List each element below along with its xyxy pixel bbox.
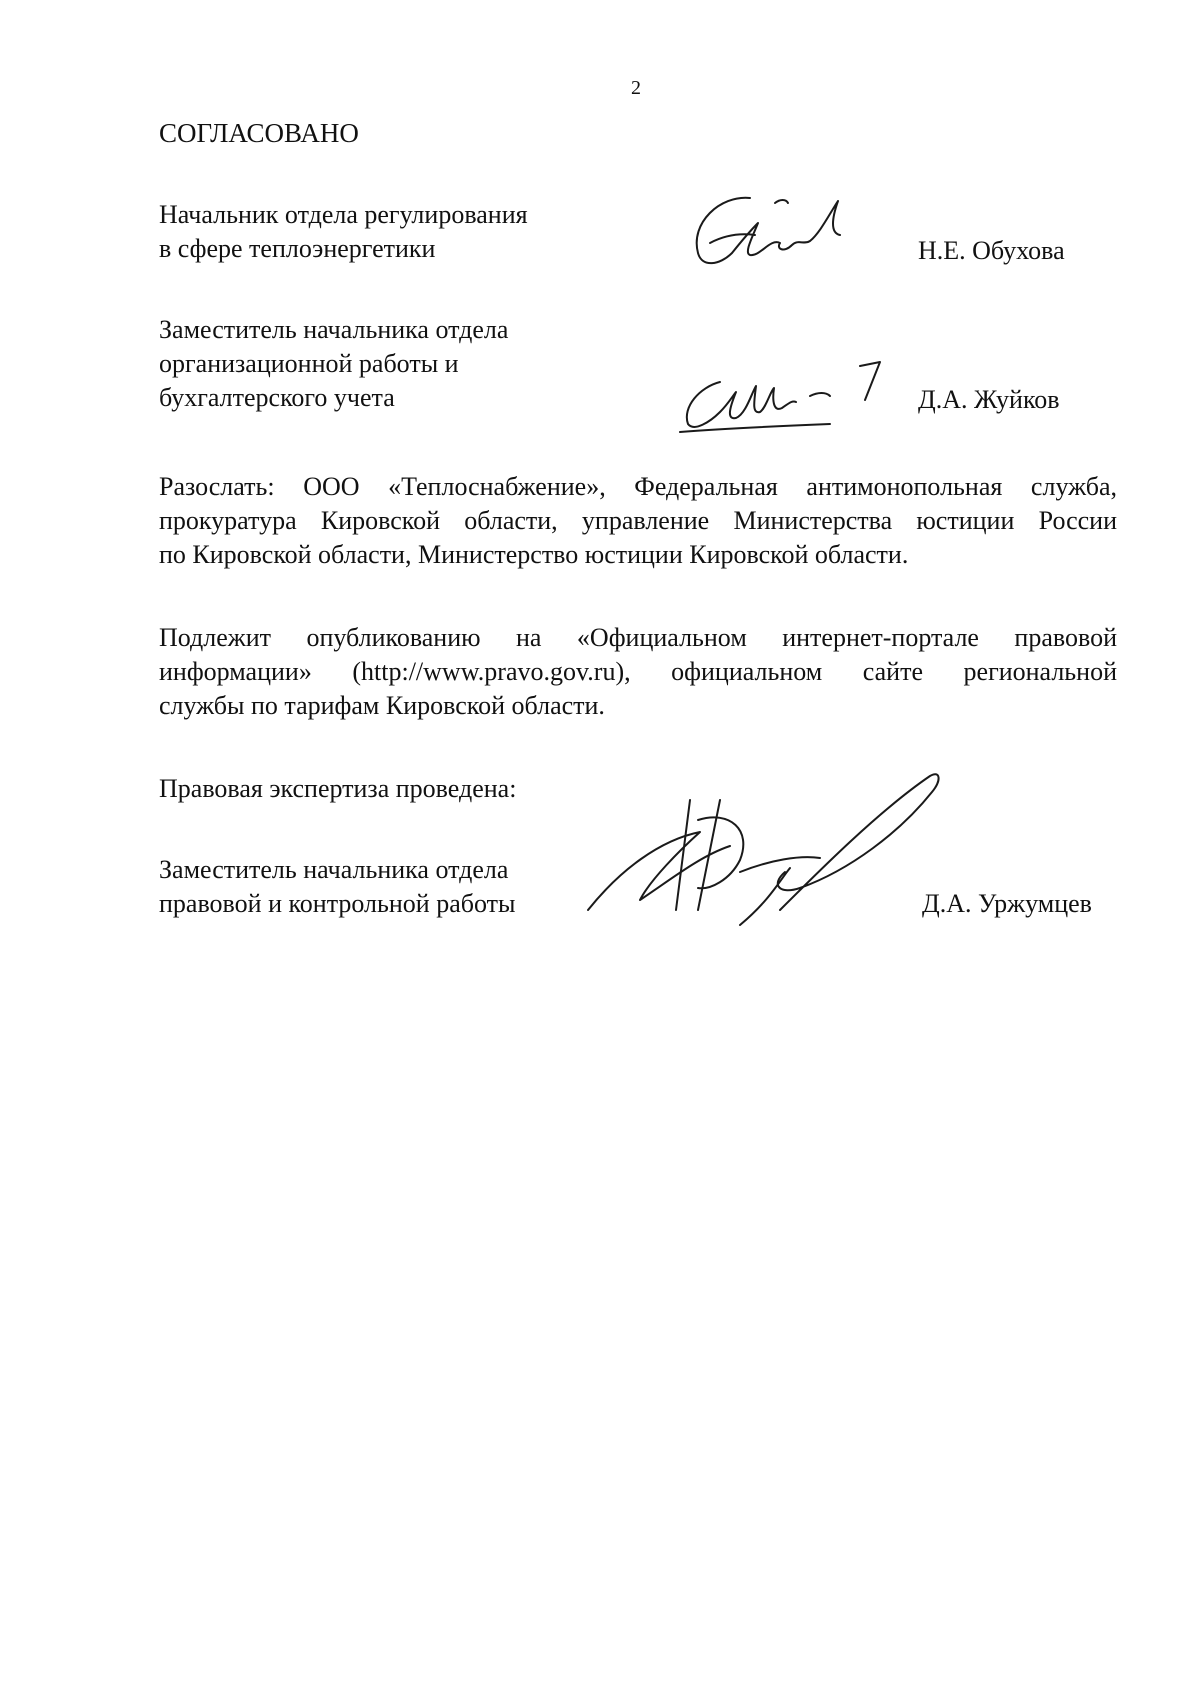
approval-heading: СОГЛАСОВАНО [159, 118, 359, 148]
legal-review-heading: Правовая экспертиза проведена: [159, 774, 517, 803]
publication-line: службы по тарифам Кировской области. [159, 691, 605, 720]
distribution-line: прокуратура Кировской области, управление Министерства юстиции России [159, 506, 1117, 535]
distribution-line: по Кировской области, Министерство юстиции Кировской области. [159, 540, 909, 569]
signatory-title-line: в сфере теплоэнергетики [159, 234, 436, 263]
signature-image [670, 352, 910, 442]
signatory-title-line: правовой и контрольной работы [159, 889, 516, 918]
signatory-title-line: Заместитель начальника отдела [159, 855, 509, 884]
page-number: 2 [631, 77, 641, 99]
distribution-line: Разослать: ООО «Теплоснабжение», Федеральная антимонопольная служба, [159, 472, 1117, 501]
publication-line: информации» (http://www.pravo.gov.ru), официальном сайте региональной [159, 657, 1117, 686]
signatory-title-line: Начальник отдела регулирования [159, 200, 528, 229]
signatory-name: Н.Е. Обухова [918, 236, 1065, 265]
signature-image [580, 760, 960, 930]
signatory-name: Д.А. Жуйков [918, 385, 1060, 414]
signatory-title-line: организационной работы и [159, 349, 459, 378]
signatory-title-line: Заместитель начальника отдела [159, 315, 509, 344]
signature-image [680, 183, 880, 283]
publication-line: Подлежит опубликованию на «Официальном интернет-портале правовой [159, 623, 1117, 652]
signatory-title-line: бухгалтерского учета [159, 383, 395, 412]
signatory-name: Д.А. Уржумцев [922, 889, 1092, 918]
